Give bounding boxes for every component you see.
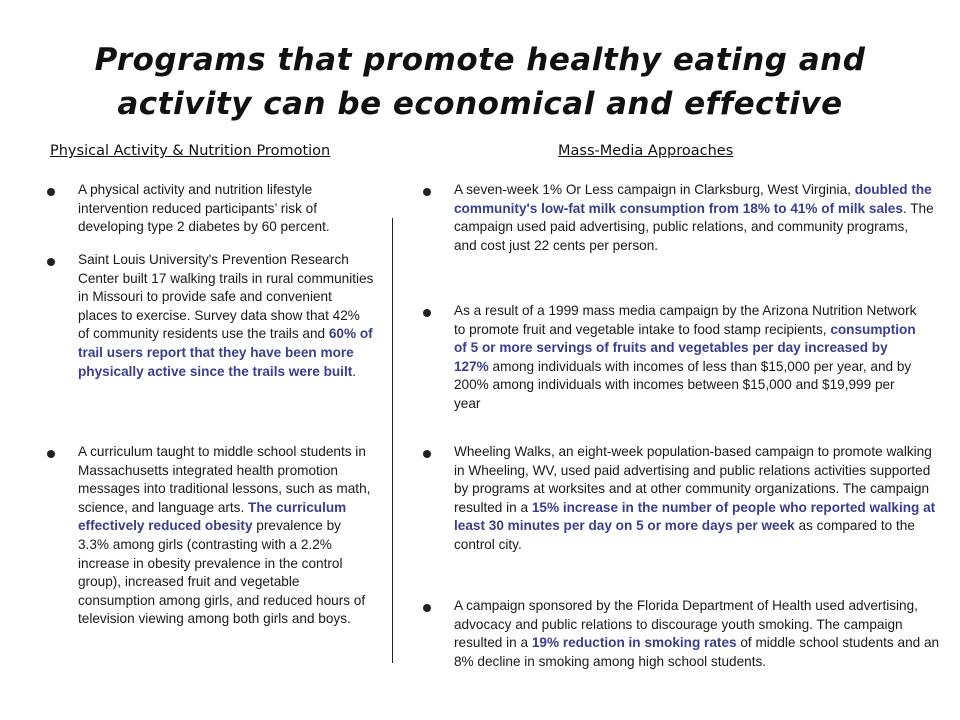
bullet-dot (47, 188, 55, 196)
highlight-text: The curriculum effectively reduced obesity (78, 499, 347, 534)
column-divider (392, 218, 393, 663)
bullet-dot (423, 188, 431, 196)
title-line-2: activity can be economical and effective (117, 86, 843, 122)
highlight-text: doubled the community's low-fat milk consumption from 18% to 41% of milk sales (454, 182, 932, 216)
bullet-dot (423, 604, 431, 612)
left-bullet-1: A physical activity and nutrition lifestyle intervention reduced participants’ risk of developing type 2 diabetes by 60 percent. (78, 182, 330, 235)
bullet-dot (47, 258, 55, 266)
right-bullet-4: A campaign sponsored by the Florida Department of Health used advertising, advocacy and public relations to discourage youth smoking. The campaign resulted in a 19% reduction in smoking rates of middle school students and an 8% decline in smoking among high school students. (454, 598, 940, 669)
highlight-text: consumption of 5 or more servings of fruits and vegetables per day increased by 127% (454, 321, 916, 374)
bullet-dot (423, 309, 431, 317)
bullet-dot (47, 450, 55, 458)
right-bullet-2: As a result of a 1999 mass media campaign by the Arizona Nutrition Network to promote fruit and vegetable intake to food stamp recipients, consumption of 5 or more servings of fruits and vegetables per day increased by 127% among individuals with incomes of less than $15,000 per year, and by 200% among individuals with incomes between $15,000 and $19,999 per year (454, 303, 917, 411)
slide-title (0, 38, 960, 126)
highlight-text: 15% increase in the number of people who reported walking at least 30 minutes per day on 5 or more days per week (454, 499, 936, 534)
left-bullet-2: Saint Louis University's Prevention Research Center built 17 walking trails in rural communities in Missouri to provide safe and convenient places to exercise. Survey data show that 42% of community residents use the trails and 60% of trail users report that they have been more physically active since the trails were built. (78, 252, 374, 379)
left-column-heading: Physical Activity & Nutrition Promotion (50, 143, 331, 159)
right-bullet-3: Wheeling Walks, an eight-week population-based campaign to promote walking in Wheeling, WV, used paid advertising and public relations activities supported by programs at worksites and at other community organizations. The campaign resulted in a 15% increase in the number of people who reported walking at least 30 minutes per day on 5 or more days per week as compared to the control city. (454, 444, 936, 552)
bullet-dot (423, 450, 431, 458)
title-line-1: Programs that promote healthy eating and (94, 42, 866, 78)
highlight-text: 60% of trail users report that they have been more physically active since the trails were built (78, 326, 373, 379)
right-column-heading: Mass-Media Approaches (558, 143, 734, 159)
left-bullet-3: A curriculum taught to middle school students in Massachusetts integrated health promotion messages into traditional lessons, such as math, science, and language arts. The curriculum effectively reduced obesity prevalence by 3.3% among girls (contrasting with a 2.2% increase in obesity prevalence in the control group), increased fruit and vegetable consumption among girls, and reduced hours of television viewing among both girls and boys. (78, 444, 371, 627)
right-bullet-1: A seven-week 1% Or Less campaign in Clarksburg, West Virginia, doubled the community's low-fat milk consumption from 18% to 41% of milk sales. The campaign used paid advertising, public relations, and community programs, and cost just 22 cents per person. (454, 182, 934, 253)
highlight-text: 19% reduction in smoking rates (531, 635, 737, 651)
